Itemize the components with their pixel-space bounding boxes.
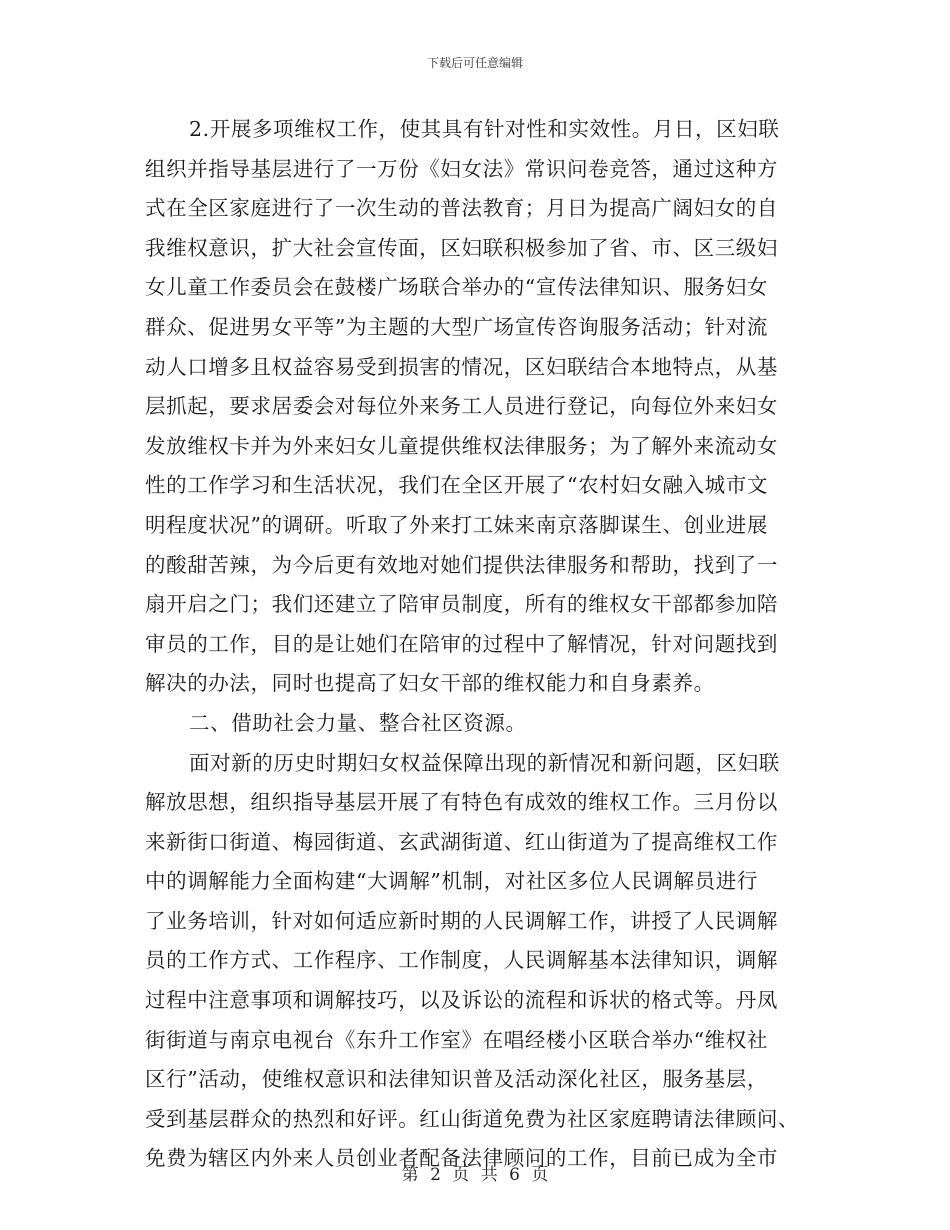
body-line: 受到基层群众的热烈和好评。红山街道免费为社区家庭聘请法律顾问、 [145,1106,800,1131]
body-line: 组织并指导基层进行了一万份《妇女法》常识问卷竞答，通过这种方 [145,156,778,181]
body-line: 2.开展多项维权工作，使其具有针对性和实效性。月日，区妇联 [189,117,780,141]
page-header: 下载后可任意编辑 [426,56,523,70]
body-line: 扇开启之门；我们还建立了陪审员制度，所有的维权女干部都参加陪 [145,592,778,617]
document-body [145,110,809,1179]
body-line: 我维权意识，扩大社会宣传面，区妇联积极参加了省、市、区三级妇 [145,235,778,260]
body-line: 解决的办法，同时也提高了妇女干部的维权能力和自身素养。 [145,671,715,696]
body-line: 中的调解能力全面构建“大调解”机制，对社区多位人民调解员进行 [145,869,758,894]
body-line: 审员的工作，目的是让她们在陪审的过程中了解情况，针对问题找到 [145,631,778,656]
body-line: 区行”活动，使维权意识和法律知识普及活动深化社区，服务基层， [145,1067,768,1092]
body-line: 式在全区家庭进行了一次生动的普法教育；月日为提高广阔妇女的自 [145,196,778,221]
body-line: 来新街口街道、梅园街道、玄武湖街道、红山街道为了提高维权工作 [145,829,778,854]
body-line: 群众、促进男女平等”为主题的大型广场宣传咨询服务活动；针对流 [145,314,768,339]
body-line: 面对新的历史时期妇女权益保障出现的新情况和新问题，区妇联 [189,750,780,775]
body-line: 女儿童工作委员会在鼓楼广场联合举办的“宣传法律知识、服务妇女 [145,275,768,300]
section-heading: 二、借助社会力量、整合社区资源。 [189,710,527,735]
body-line: 过程中注意事项和调解技巧，以及诉讼的流程和诉状的格式等。丹凤 [145,988,778,1013]
body-line: 员的工作方式、工作程序、工作制度，人民调解基本法律知识，调解 [145,948,778,973]
body-line: 的酸甜苦辣，为今后更有效地对她们提供法律服务和帮助，找到了一 [145,552,778,577]
body-line: 发放维权卡并为外来妇女儿童提供维权法律服务；为了解外来流动女 [145,433,778,458]
body-line: 免费为辖区内外来人员创业者配备法律顾问的工作，目前已成为全市 [145,1146,778,1171]
body-line: 性的工作学习和生活状况，我们在全区开展了“农村妇女融入城市文 [145,473,768,498]
body-line: 明程度状况”的调研。听取了外来打工妹来南京落脚谋生、创业进展 [145,512,768,537]
body-line: 了业务培训，针对如何适应新时期的人民调解工作，讲授了人民调解 [145,908,778,933]
page-number: 第 2 页 共 6 页 [401,1165,549,1185]
body-line: 街街道与南京电视台《东升工作室》在唱经楼小区联合举办“维权社 [145,1027,768,1052]
body-line: 解放思想，组织指导基层开展了有特色有成效的维权工作。三月份以 [145,790,778,815]
body-line: 层抓起，要求居委会对每位外来务工人员进行登记，向每位外来妇女 [145,394,778,419]
body-line: 动人口增多且权益容易受到损害的情况，区妇联结合本地特点，从基 [145,354,778,379]
